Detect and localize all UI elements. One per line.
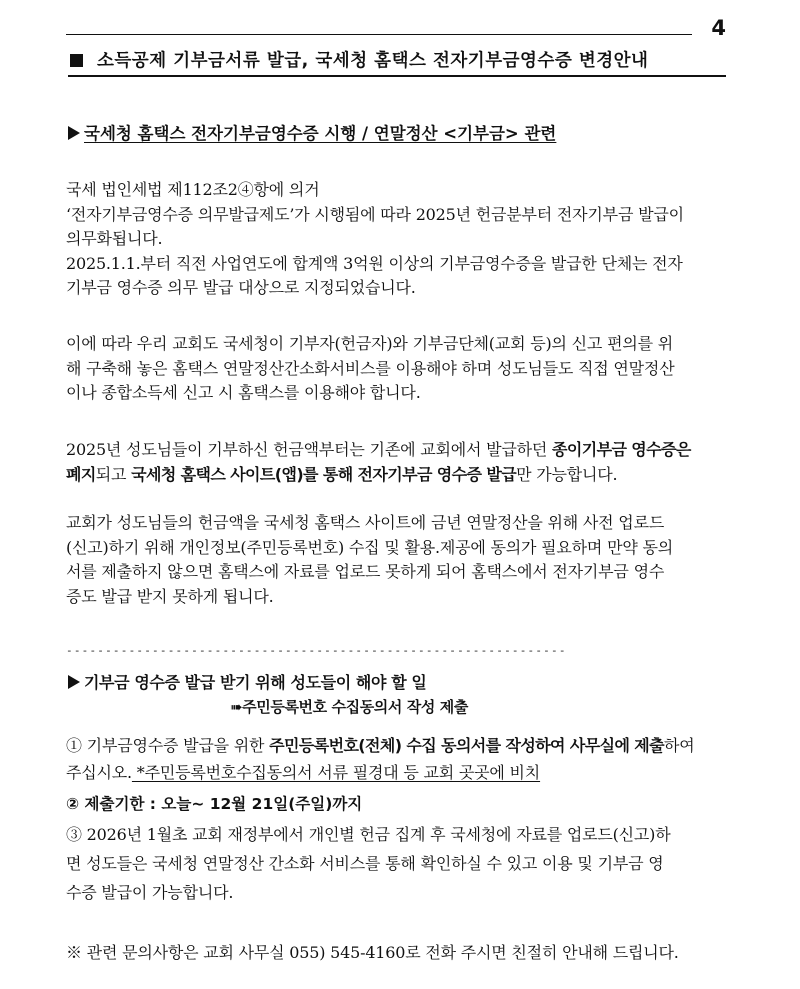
triangle-bullet-icon [68, 126, 80, 140]
text-run: 주십시오. [66, 763, 132, 782]
section2-heading-text: 기부금 영수증 발급 받기 위해 성도들이 해야 할 일 [84, 673, 427, 692]
paragraph-line: 증도 발급 받지 못하게 됩니다. [66, 586, 274, 606]
paragraph-line: ③ 2026년 1월초 교회 재정부에서 개인별 헌금 집계 후 국세청에 자료를 업로드(신고)하 [66, 825, 671, 844]
triangle-bullet-icon [68, 675, 80, 689]
paragraph-line [66, 759, 730, 786]
bold-text-run: 주민등록번호(전체) 수집 동의서를 작성하여 사무실에 제출 [269, 736, 664, 755]
paragraph-line: 이나 종합소득세 신고 시 홈택스를 이용해야 합니다. [66, 383, 421, 402]
square-bullet-icon [70, 54, 83, 67]
text-run: 하여 [664, 736, 695, 755]
step-3 [66, 820, 730, 907]
step-2-deadline: ② 제출기한 : 오늘~ 12월 21일(주일)까지 [66, 795, 363, 813]
text-run: ① 기부금영수증 발급을 위한 [66, 736, 270, 755]
section1-heading-text: 국세청 홈택스 전자기부금영수증 시행 / 연말정산 <기부금> 관련 [84, 124, 557, 143]
paragraph-line [66, 732, 730, 759]
text-run: 되고 [95, 464, 132, 484]
paragraph-line: 해 구축해 놓은 홈택스 연말정산간소화서비스를 이용해야 하며 성도님들도 직접 연말정산 [66, 358, 675, 378]
bold-text-run: 종이기부금 영수증은 [552, 440, 691, 459]
section1-heading [68, 120, 556, 144]
paragraph-line: 의무화됩니다. [66, 229, 163, 248]
paragraph-line: 이에 따라 우리 교회도 국세청이 기부자(헌금자)와 기부금단체(교회 등)의 신고 편의를 위 [66, 334, 673, 353]
paragraph-consent-required [66, 511, 730, 609]
paragraph-line: 교회가 성도님들의 헌금액을 국세청 홈택스 사이트에 금년 연말정산을 위해 사전 업로드 [66, 513, 665, 532]
section2-subheading: ➠주민등록번호 수집동의서 작성 제출 [230, 698, 468, 716]
paragraph-line [66, 463, 730, 488]
paragraph-legal-basis [66, 178, 730, 301]
paragraph-line: 2025.1.1.부터 직전 사업연도에 합계액 3억원 이상의 기부금영수증을 발급한 단체는 전자 [66, 253, 683, 273]
paragraph-line: (신고)하기 위해 개인정보(주민등록번호) 수집 및 활용.제공에 동의가 필요하며 만약 동의 [66, 537, 673, 557]
document-title-text: 소득공제 기부금서류 발급, 국세청 홈택스 전자기부금영수증 변경안내 [97, 51, 649, 71]
paragraph-line: 면 성도들은 국세청 연말정산 간소화 서비스를 통해 확인하실 수 있고 이용 및 기부금 영 [66, 854, 664, 873]
text-run: 만 가능합니다. [516, 464, 618, 484]
document-title [68, 47, 726, 77]
paragraph-line: ‘전자기부금영수증 의무발급제도’가 시행됨에 따라 2025년 헌금분부터 전자기부금 발급이 [66, 204, 684, 224]
contact-note: ※ 관련 문의사항은 교회 사무실 055) 545-4160로 전화 주시면 친절히 안내해 드립니다. [66, 943, 679, 962]
paragraph-paper-receipt-abolished [66, 438, 730, 487]
dashed-divider: ---------------------------------------------------------------- [66, 644, 567, 657]
paragraph-line: 국세 법인세법 제112조2④항에 의거 [66, 180, 320, 199]
header-rule [66, 34, 692, 35]
bold-text-run: 국세청 홈택스 사이트(앱)를 통해 전자기부금 영수증 발급 [131, 464, 517, 484]
paragraph-line: 수증 발급이 가능합니다. [66, 883, 234, 902]
underlined-text-run: *주민등록번호수집동의서 서류 필경대 등 교회 곳곳에 비치 [131, 763, 541, 782]
bold-text-run: 폐지 [66, 464, 96, 484]
page-number: 4 [711, 16, 726, 40]
paragraph-line: 서를 제출하지 않으면 홈택스에 자료를 업로드 못하게 되어 홈택스에서 전자기부금 영수 [66, 562, 665, 581]
paragraph-line: 기부금 영수증 의무 발급 대상으로 지정되었습니다. [66, 278, 416, 297]
step-1 [66, 732, 730, 786]
paragraph-hometax-usage [66, 332, 730, 406]
paragraph-line [66, 438, 730, 463]
text-run: 2025년 성도님들이 기부하신 헌금액부터는 기존에 교회에서 발급하던 [66, 440, 553, 459]
section2-heading [68, 670, 426, 693]
